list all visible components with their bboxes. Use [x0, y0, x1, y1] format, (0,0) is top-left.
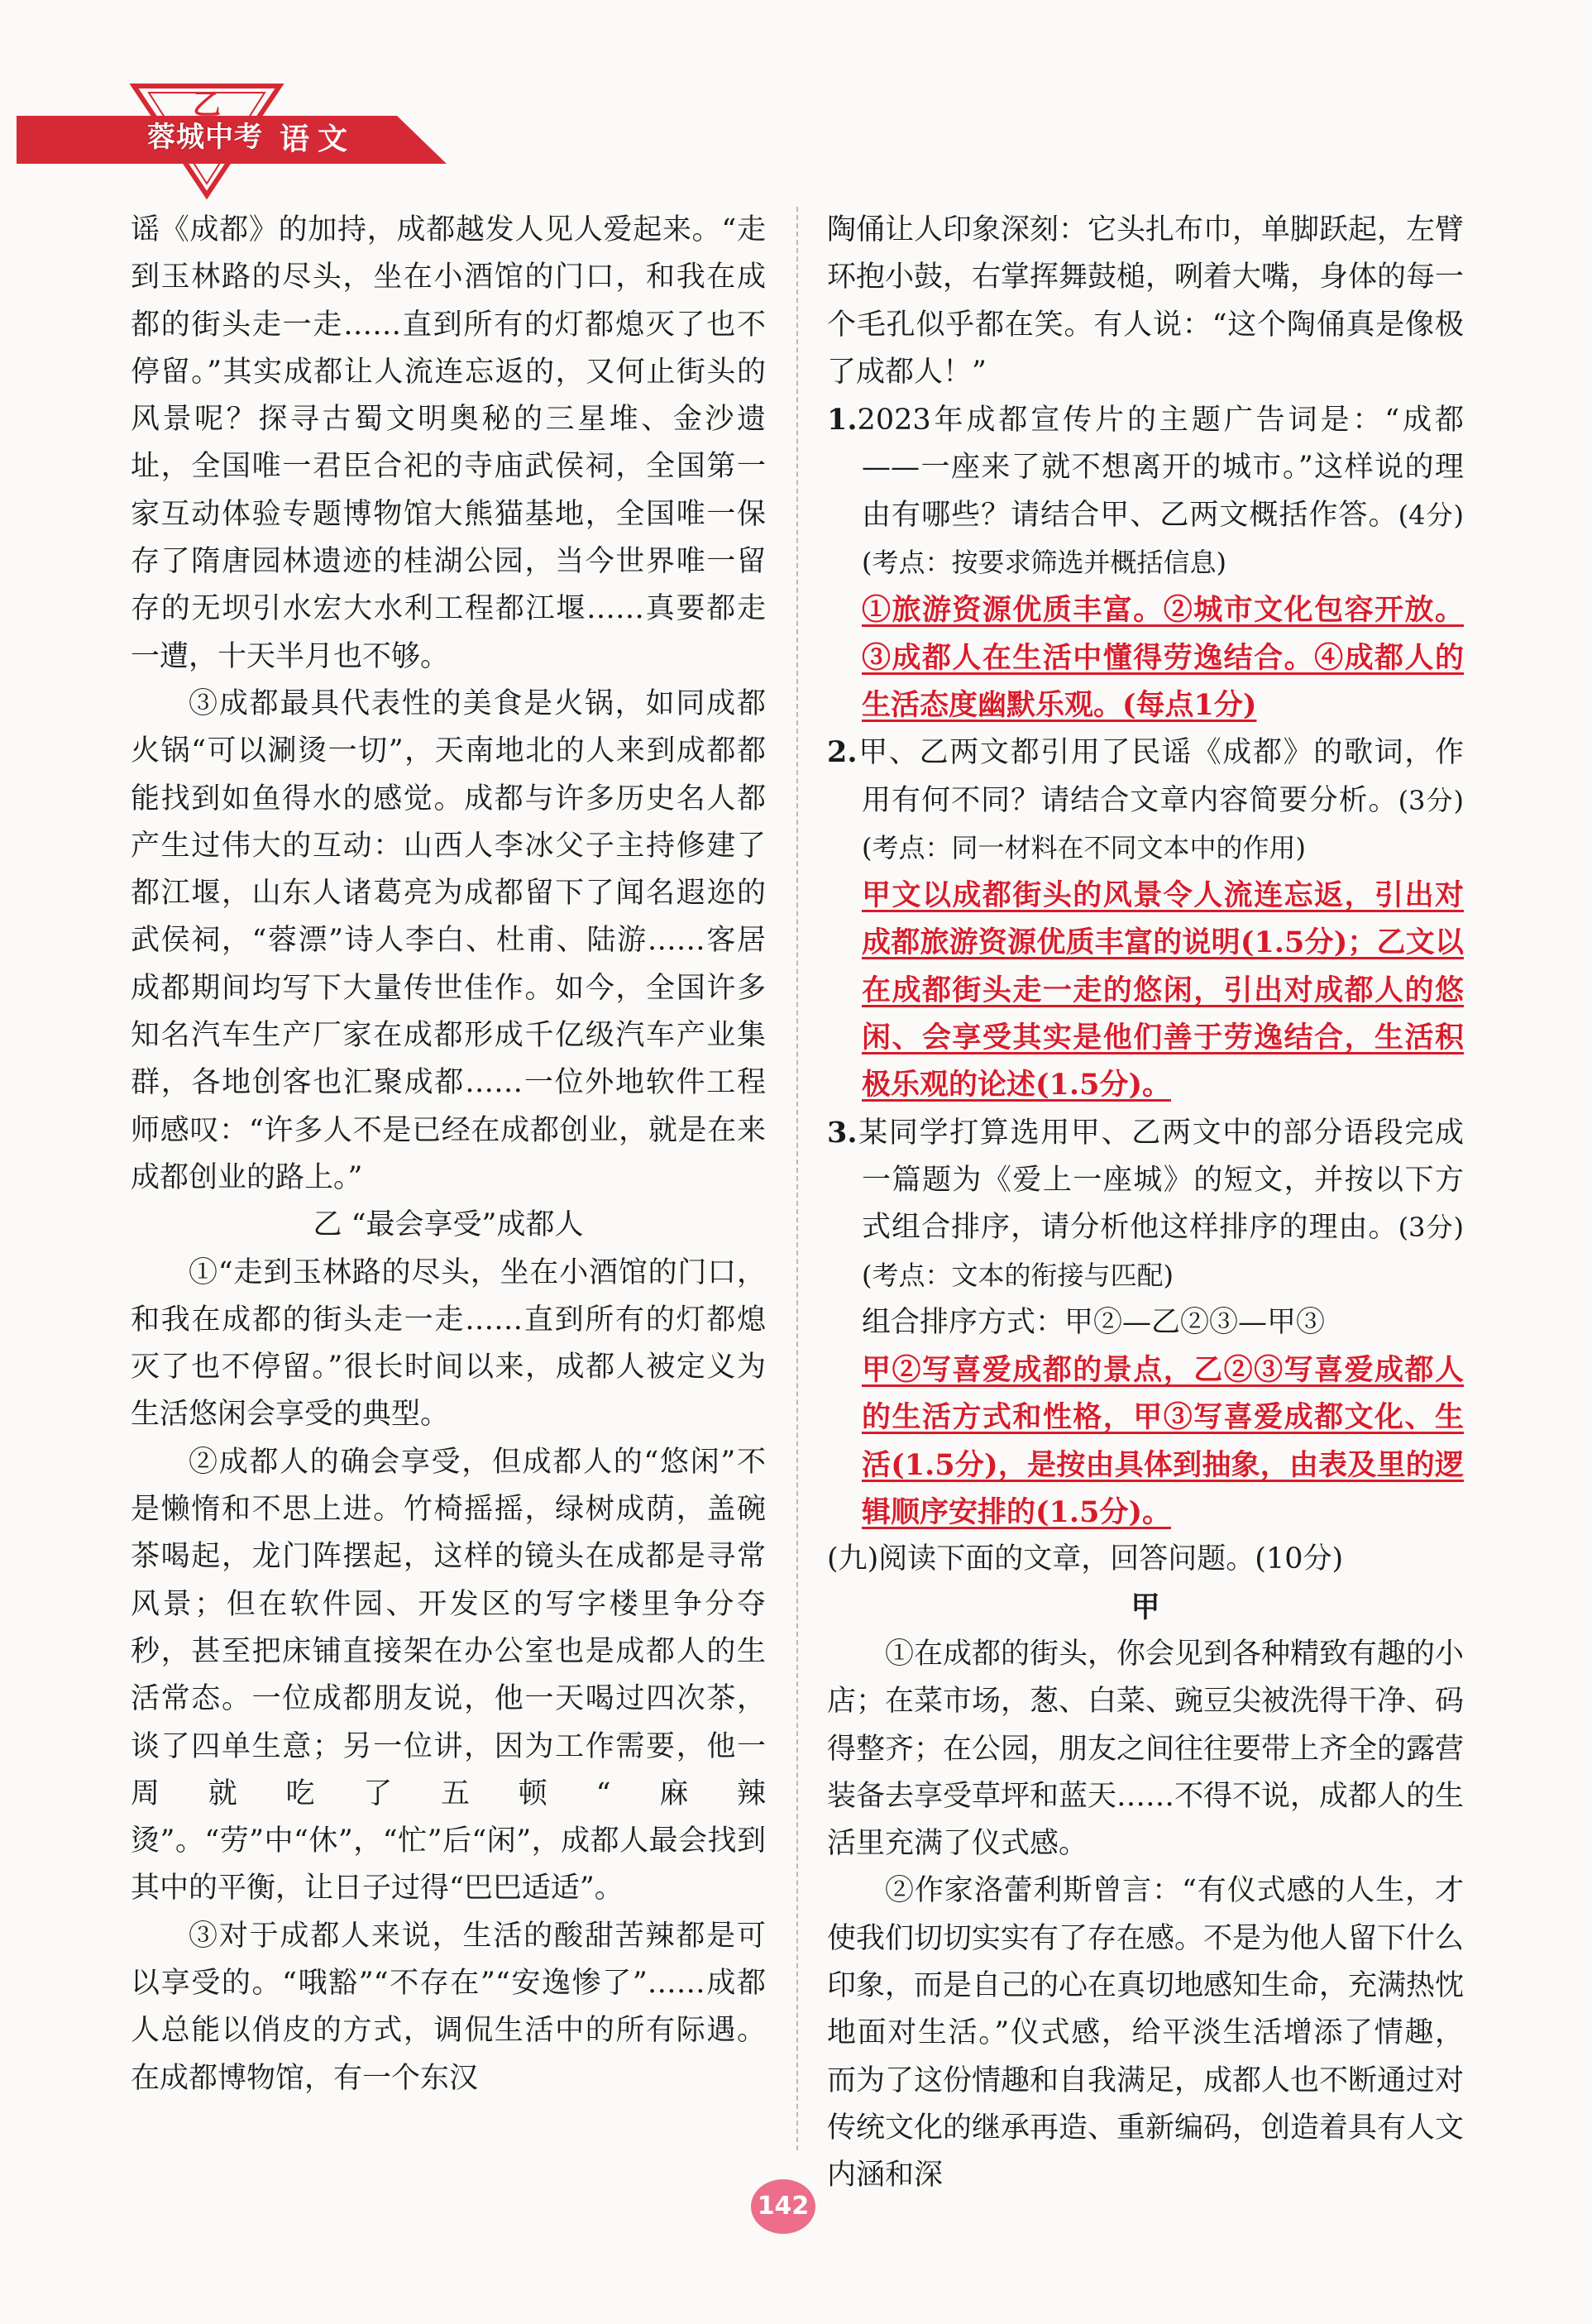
- passage-paragraph: ②成都人的确会享受，但成都人的“悠闲”不是懒惰和不思上进。竹椅摇摇，绿树成荫，盖碗茶喝起，龙门阵摆起，这样的镜头在成都是寻常风景；但在软件园、开发区的写字楼里争分夺秒，甚至把床铺直接架在办公室也是成都人的生活常态。一位成都朋友说，他一天喝过四次茶，谈了四单生意；另一位讲，因为工作需要，他一周就吃了五顿“麻辣烫”。“劳”中“休”，“忙”后“闲”，成都人最会找到其中的平衡，让日子过得“巴巴适适”。: [131, 1445, 766, 1906]
- question-note: (3分)(考点：文本的衔接与匹配): [862, 1212, 1464, 1291]
- section-nine-heading: (九)阅读下面的文章，回答问题。(10分): [827, 1542, 1344, 1576]
- answer-text: 甲②写喜爱成都的景点，乙②③写喜爱成都人的生活方式和性格，甲③写喜爱成都文化、生活(1.5分)，是按由具体到抽象，由表及里的逻辑顺序安排的(1.5分)。: [862, 1353, 1464, 1530]
- answer-text: 甲文以成都街头的风景令人流连忘返，引出对成都旅游资源优质丰富的说明(1.5分)；乙文以在成都街头走一走的悠闲，引出对成都人的悠闲、会享受其实是他们善于劳逸结合，生活积极乐观的论述(1.5分)。: [862, 878, 1464, 1102]
- question-text: 某同学打算选用甲、乙两文中的部分语段完成一篇题为《爱上一座城》的短文，并按以下方式组合排序，请分析他这样排序的理由。: [857, 1116, 1464, 1245]
- brand-name: 蓉城中考: [147, 121, 263, 154]
- passage-paragraph: ③成都最具代表性的美食是火锅，如同成都火锅“可以涮烫一切”，天南地北的人来到成都都能找到如鱼得水的感觉。成都与许多历史名人都产生过伟大的互动：山西人李冰父子主持修建了都江堰，山东人诸葛亮为成都留下了闻名遐迩的武侯祠，“蓉漂”诗人李白、杜甫、陆游……客居成都期间均写下大量传世佳作。如今，全国许多知名汽车生产厂家在成都形成千亿级汽车产业集群，各地创客也汇聚成都……一位外地软件工程师感叹：“许多人不是已经在成都创业，就是在来成都创业的路上。”: [131, 686, 766, 1194]
- section-title-jia: 甲: [1131, 1590, 1160, 1624]
- answer-1: [862, 586, 1464, 729]
- question-note: (3分)(考点：同一材料在不同文本中的作用): [862, 784, 1464, 863]
- subject-label: 语文: [280, 122, 356, 156]
- page-header: [0, 0, 1592, 182]
- passage-paragraph: ③对于成都人来说，生活的酸甜苦辣都是可以享受的。“哦豁”“不存在”“安逸惨了”……成都人总能以俏皮的方式，调侃生活中的所有际遇。在成都博物馆，有一个东汉: [131, 1919, 766, 2095]
- answer-3: [862, 1346, 1464, 1536]
- passage-paragraph: ①“走到玉林路的尽头，坐在小酒馆的门口，和我在成都的街头走一走……直到所有的灯都熄灭了也不停留。”很长时间以来，成都人被定义为生活悠闲会享受的典型。: [131, 1255, 766, 1432]
- question-number: 2.: [827, 735, 858, 770]
- question-3: [827, 1109, 1464, 1299]
- question-2: [827, 729, 1464, 872]
- question-number: 1.: [827, 403, 858, 438]
- svg-text:乙: 乙: [193, 88, 221, 122]
- question-1: [827, 396, 1464, 586]
- question-text: 2023年成都宣传片的主题广告词是：“成都——一座来了就不想离开的城市。”这样说的理由有哪些？请结合甲、乙两文概括作答。: [857, 404, 1464, 532]
- passage-paragraph: ①在成都的街头，你会见到各种精致有趣的小店；在菜市场，葱、白菜、豌豆尖被洗得干净、码得整齐；在公园，朋友之间往往要带上齐全的露营装备去享受草坪和蓝天……不得不说，成都人的生活里充满了仪式感。: [827, 1637, 1465, 1861]
- right-column: [827, 207, 1464, 2199]
- question-note: (4分)(考点：按要求筛选并概括信息): [862, 499, 1464, 579]
- question-number: 3.: [827, 1115, 858, 1150]
- column-divider: [796, 207, 798, 2150]
- question-3-order: 组合排序方式：甲②—乙②③—甲③: [862, 1305, 1326, 1339]
- question-text: 甲、乙两文都引用了民谣《成都》的歌词，作用有何不同？请结合文章内容简要分析。: [857, 736, 1464, 817]
- answer-text: ①旅游资源优质丰富。②城市文化包容开放。③成都人在生活中懂得劳逸结合。④成都人的生活态度幽默乐观。(每点1分): [862, 593, 1464, 722]
- passage-paragraph: 陶俑让人印象深刻：它头扎布巾，单脚跃起，左臂环抱小鼓，右掌挥舞鼓槌，咧着大嘴，身体的每一个毛孔似乎都在笑。有人说：“这个陶俑真是像极了成都人！”: [827, 213, 1465, 389]
- left-column: [131, 207, 766, 2102]
- answer-2: [862, 872, 1464, 1108]
- page-number: 142: [751, 2179, 815, 2234]
- passage-paragraph: 谣《成都》的加持，成都越发人见人爱起来。“走到玉林路的尽头，坐在小酒馆的门口，和我在成都的街头走一走……直到所有的灯都熄灭了也不停留。”其实成都让人流连忘返的，又何止街头的风景呢？探寻古蜀文明奥秘的三星堆、金沙遗址，全国唯一君臣合祀的寺庙武侯祠，全国第一家互动体验专题博物馆大熊猫基地，全国唯一保存了隋唐园林遗迹的桂湖公园，当今世界唯一留存的无坝引水宏大水利工程都江堰……真要都走一遭，十天半月也不够。: [131, 213, 766, 673]
- section-title-yi: 乙 “最会享受”成都人: [313, 1208, 584, 1242]
- passage-paragraph: ②作家洛蕾利斯曾言：“有仪式感的人生，才使我们切切实实有了存在感。不是为他人留下什么印象，而是自己的心在真切地感知生命，充满热忱地面对生活。”仪式感，给平淡生活增添了情趣，而为了这份情趣和自我满足，成都人也不断通过对传统文化的继承再造、重新编码，创造着具有人文内涵和深: [827, 1874, 1465, 2192]
